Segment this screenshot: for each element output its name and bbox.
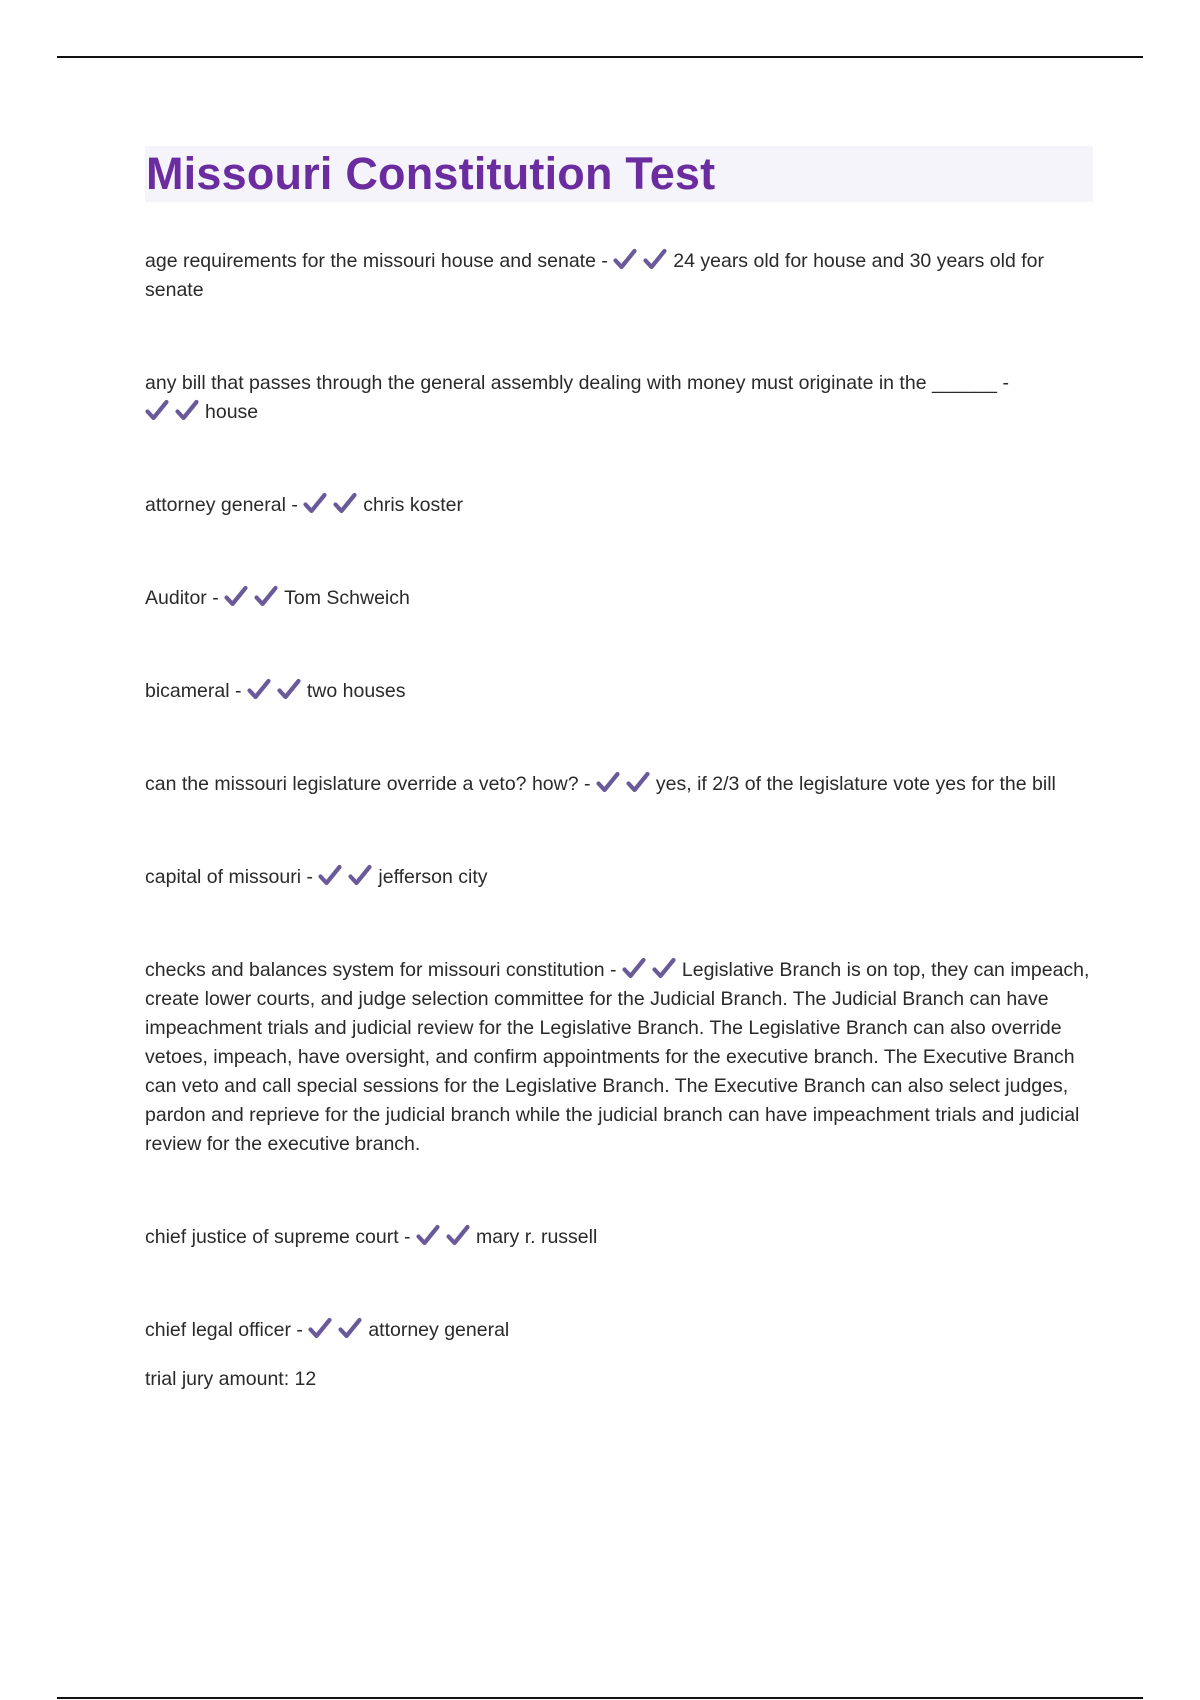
qa-entry bbox=[145, 247, 1093, 305]
qa-question: capital of missouri - bbox=[145, 866, 313, 888]
qa-question: can the missouri legislature override a veto? how? - bbox=[145, 773, 591, 795]
check-icon bbox=[175, 399, 199, 421]
check-icon bbox=[338, 1317, 362, 1339]
qa-entry bbox=[145, 491, 1093, 520]
check-icon bbox=[333, 492, 357, 514]
qa-entry bbox=[145, 1223, 1093, 1252]
trial-jury-note: trial jury amount: 12 bbox=[145, 1367, 317, 1390]
check-icon bbox=[613, 248, 637, 270]
qa-entry bbox=[145, 770, 1093, 799]
check-icon bbox=[224, 585, 248, 607]
qa-entry bbox=[145, 369, 1093, 427]
check-icon bbox=[416, 1224, 440, 1246]
qa-entry bbox=[145, 956, 1093, 1159]
qa-question: Auditor - bbox=[145, 587, 219, 609]
qa-answer: Tom Schweich bbox=[284, 587, 410, 609]
qa-entry bbox=[145, 584, 1093, 613]
check-icon bbox=[308, 1317, 332, 1339]
qa-question: chief legal officer - bbox=[145, 1319, 303, 1341]
check-icon bbox=[318, 864, 342, 886]
qa-entry bbox=[145, 863, 1093, 892]
qa-entry bbox=[145, 1316, 1093, 1345]
qa-answer: house bbox=[205, 401, 259, 423]
top-rule bbox=[57, 56, 1143, 58]
page-title: Missouri Constitution Test bbox=[146, 148, 716, 199]
bottom-rule bbox=[57, 1697, 1143, 1699]
check-icon bbox=[247, 678, 271, 700]
qa-answer: jefferson city bbox=[378, 866, 488, 888]
qa-question: age requirements for the missouri house and senate - bbox=[145, 250, 608, 272]
qa-answer: 24 years old for house and 30 years old for senate bbox=[145, 250, 1044, 301]
check-icon bbox=[277, 678, 301, 700]
check-icon bbox=[622, 957, 646, 979]
qa-answer: two houses bbox=[306, 680, 406, 702]
check-icon bbox=[446, 1224, 470, 1246]
qa-list bbox=[145, 247, 1093, 1394]
qa-question: chief justice of supreme court - bbox=[145, 1226, 411, 1248]
qa-answer: attorney general bbox=[368, 1319, 510, 1341]
qa-question: attorney general - bbox=[145, 494, 298, 516]
title-band bbox=[145, 146, 1093, 202]
check-icon bbox=[652, 957, 676, 979]
qa-question: any bill that passes through the general assembly dealing with money must originate in the ______ - bbox=[145, 372, 1009, 394]
check-icon bbox=[626, 771, 650, 793]
qa-question: checks and balances system for missouri constitution - bbox=[145, 959, 617, 981]
qa-entry bbox=[145, 677, 1093, 706]
check-icon bbox=[643, 248, 667, 270]
check-icon bbox=[303, 492, 327, 514]
check-icon bbox=[348, 864, 372, 886]
document-body bbox=[145, 146, 1093, 1413]
check-icon bbox=[145, 399, 169, 421]
check-icon bbox=[596, 771, 620, 793]
qa-answer: chris koster bbox=[363, 494, 463, 516]
qa-answer: mary r. russell bbox=[475, 1226, 598, 1248]
qa-answer: yes, if 2/3 of the legislature vote yes for the bill bbox=[655, 773, 1056, 795]
check-icon bbox=[254, 585, 278, 607]
qa-answer: Legislative Branch is on top, they can impeach, create lower courts, and judge selection committee for the Judicial Branch. The Judicial Branch can have impeachment trials and judicial review for the Legislative Branch. The Legislative Branch can also override vetoes, impeach, have oversight, and confirm appointments for the executive branch. The Executive Branch can veto and call special sessions for the Legislative Branch. The Executive Branch can also select judges, pardon and reprieve for the judicial branch while the judicial branch can have impeachment trials and judicial review for the executive branch. bbox=[145, 959, 1090, 1155]
qa-question: bicameral - bbox=[145, 680, 242, 702]
